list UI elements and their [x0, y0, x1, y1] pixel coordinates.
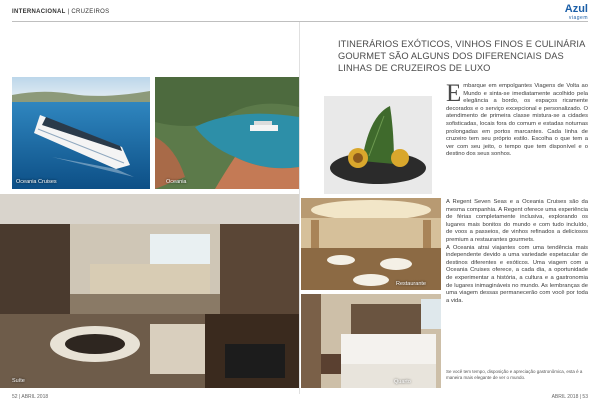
section-label: INTERNACIONAL | CRUZEIROS	[12, 9, 110, 15]
suite-photo	[0, 194, 299, 388]
spine-divider	[299, 22, 300, 394]
body-paragraph-3: A Oceania atrai viajantes com uma tendência mais independente devido a uma variedade espetacular de destinos diferentes e exóticos. Uma viagem com a Oceania Cruises oferece, a cada dia, a oportunidade de experimentar a história, a cultura e a gastronomia de lugares inimagináveis no mundo. As lembranças de uma viagem dessas permanecerão com você por toda a vida.	[446, 244, 588, 304]
body-paragraph-1: mbarque em empolgantes Viagens de Volta ao Mundo e sinta-se imediatamente acolhido pela elegância a bordo, os espaços ricamente decorados e o serviço excepcional e personalizado. O atendimento de primeira classe mistura-se a cidades sofisticadas, locais fora do comum e estadas noturnas prolongadas em portos marcantes. Cada linha de cruzeiro tem seu próprio estilo. Escolha o que tem a ver com seu jeito, o tempo que tem disponível e o destino dos seus sonhos.	[446, 83, 588, 158]
article-body-bottom	[446, 199, 588, 305]
footer-right: ABRIL 2018 | 53	[551, 394, 588, 400]
ship-photo	[12, 77, 150, 189]
section-name: INTERNACIONAL	[12, 9, 66, 15]
magazine-logo	[565, 4, 588, 21]
bay-caption: Oceania	[166, 179, 187, 185]
logo-main: Azul	[564, 3, 588, 15]
footer-left: 52 | ABRIL 2018	[12, 394, 49, 400]
article-headline: ITINERÁRIOS EXÓTICOS, VINHOS FINOS E CULINÁRIA GOURMET SÃO ALGUNS DOS DIFERENCIAIS DAS LINHAS DE CRUZEIROS DE LUXO	[338, 39, 585, 73]
logo-sub: viagem	[568, 15, 588, 21]
body-paragraph-2: A Regent Seven Seas e a Oceania Cruises são da mesma companhia. A Regent oferece uma experiência de férias completamente inclusiva, explorando os lugares mais bonitos do mundo e com tudo incluído, de voos a passeios, de vinhos refinados a deliciosos premium a restaurantes gourmets.	[446, 199, 588, 243]
food-photo	[324, 96, 432, 194]
bedroom-photo	[301, 294, 441, 388]
drop-cap: E	[446, 80, 462, 107]
side-note: Se você tem tempo, disposição e apreciação gastronômica, esta é a maneira mais elegante de ver o mundo.	[446, 369, 583, 380]
ship-caption: Oceania Cruises	[16, 179, 57, 185]
header-rule	[12, 21, 588, 22]
article-body-top	[446, 80, 588, 159]
subsection-name: CRUZEIROS	[71, 9, 110, 15]
suite-caption: Suíte	[12, 378, 25, 384]
restaurant-photo	[301, 198, 441, 290]
bay-photo	[155, 77, 299, 189]
restaurant-caption: Restaurante	[396, 281, 426, 287]
bedroom-caption: Quarto	[394, 379, 411, 385]
